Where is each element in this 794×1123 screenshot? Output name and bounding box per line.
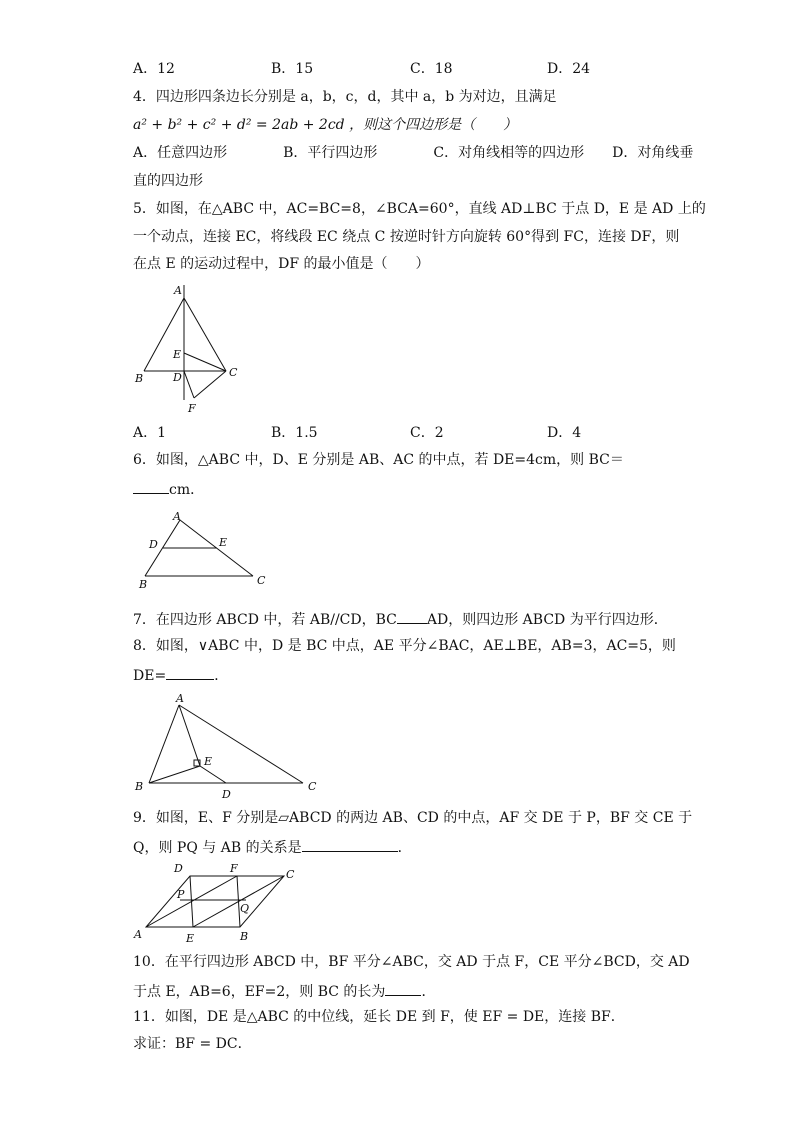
q7-line — [133, 609, 668, 629]
q6-label-c: C — [257, 574, 266, 587]
q8-figure — [130, 690, 330, 800]
q5-option-b[interactable]: B．1.5 — [271, 425, 318, 441]
q5-label-d: D — [173, 371, 182, 384]
q5-label-e: E — [173, 348, 182, 361]
q9-label-b: B — [240, 930, 249, 943]
q4-stem: 4．四边形四条边长分别是 a，b，c，d，其中 a，b 为对边，且满足 — [133, 89, 557, 105]
q7-answer-blank[interactable] — [397, 609, 427, 624]
q5-label-a: A — [174, 284, 182, 297]
q6-label-b: B — [139, 578, 148, 591]
q8-label-b: B — [135, 780, 144, 793]
q6-label-d: D — [149, 538, 158, 551]
q6-line1: 6．如图，△ABC 中，D、E 分别是 AB、AC 的中点，若 DE=4cm，则 BC＝ — [133, 452, 624, 468]
q8-answer-blank[interactable] — [166, 665, 214, 680]
q6-figure — [135, 508, 275, 598]
q4-options-line2: 直的四边形 — [133, 173, 203, 189]
q3-option-b[interactable]: B．15 — [271, 61, 314, 77]
q7-prefix: 7．在四边形 ABCD 中，若 AB//CD，BC — [133, 612, 397, 628]
q5-label-f: F — [188, 402, 196, 415]
q5-line3: 在点 E 的运动过程中，DF 的最小值是（ ） — [133, 256, 430, 272]
q9-label-d: D — [174, 862, 183, 875]
q10-line2 — [133, 981, 435, 1001]
q10-suffix: ． — [421, 984, 436, 1000]
q9-label-q: Q — [240, 902, 250, 915]
q9-suffix: ． — [397, 840, 412, 856]
q9-line1: 9．如图，E、F 分别是▱ABCD 的两边 AB、CD 的中点，AF 交 DE 于 P，BF 交 CE 于 — [133, 810, 693, 826]
q9-answer-blank[interactable] — [302, 837, 398, 852]
q9-line2 — [133, 837, 412, 857]
q5-figure — [130, 280, 250, 420]
q5-option-a[interactable]: A．1 — [133, 425, 167, 441]
q9-label-a: A — [134, 928, 142, 941]
q10-line1: 10．在平行四边形 ABCD 中，BF 平分∠ABC，交 AD 于点 F，CE 平分∠BCD，交 AD — [133, 954, 690, 970]
q5-line1: 5．如图，在△ABC 中，AC=BC=8，∠BCA=60°，直线 AD⊥BC 于点 D，E 是 AD 上的 — [133, 201, 706, 217]
q7-suffix: AD，则四边形 ABCD 为平行四边形． — [426, 612, 668, 628]
q11-line1: 11．如图，DE 是△ABC 的中位线，延长 DE 到 F，使 EF = DE，连接 BF． — [133, 1009, 625, 1025]
q4-condition: a² + b² + c² + d² = 2ab + 2cd ，则这个四边形是（ ） — [133, 117, 518, 133]
q11-line2: 求证：BF = DC． — [133, 1036, 252, 1052]
q5-label-b: B — [135, 372, 144, 385]
q8-line2 — [133, 665, 228, 685]
q10-answer-blank[interactable] — [385, 981, 421, 996]
q3-option-c[interactable]: C．18 — [410, 61, 453, 77]
q8-suffix: ． — [214, 668, 229, 684]
q6-line2 — [133, 479, 204, 499]
q8-label-e: E — [204, 755, 213, 768]
q5-label-c: C — [229, 366, 238, 379]
q3-option-d[interactable]: D．24 — [547, 61, 591, 77]
q5-option-d[interactable]: D．4 — [547, 425, 582, 441]
q6-answer-blank[interactable] — [133, 479, 169, 494]
q8-line1: 8．如图，∨ABC 中，D 是 BC 中点，AE 平分∠BAC，AE⊥BE，AB=3，AC=5，则 — [133, 638, 676, 654]
q9-label-f: F — [230, 862, 238, 875]
q10-prefix: 于点 E，AB=6，EF=2，则 BC 的长为 — [133, 984, 386, 1000]
q3-option-a[interactable]: A．12 — [133, 61, 175, 77]
q9-prefix: Q，则 PQ 与 AB 的关系是 — [133, 840, 302, 856]
q5-option-c[interactable]: C．2 — [410, 425, 444, 441]
q6-label-e: E — [219, 536, 228, 549]
q4-options-line1: A．任意四边形 B．平行四边形 C．对角线相等的四边形 D．对角线垂 — [133, 145, 694, 161]
q9-label-p: P — [177, 888, 185, 901]
q9-figure — [130, 858, 305, 948]
q8-label-d: D — [222, 788, 231, 800]
q5-line2: 一个动点，连接 EC，将线段 EC 绕点 C 按逆时针方向旋转 60°得到 FC，连接 DF，则 — [133, 229, 680, 245]
q9-label-e: E — [186, 932, 195, 945]
q8-prefix: DE= — [133, 668, 167, 684]
q8-label-a: A — [176, 692, 184, 705]
q6-label-a: A — [173, 510, 181, 523]
q9-label-c: C — [286, 868, 295, 881]
q6-unit: cm． — [169, 482, 205, 498]
q8-label-c: C — [308, 780, 317, 793]
